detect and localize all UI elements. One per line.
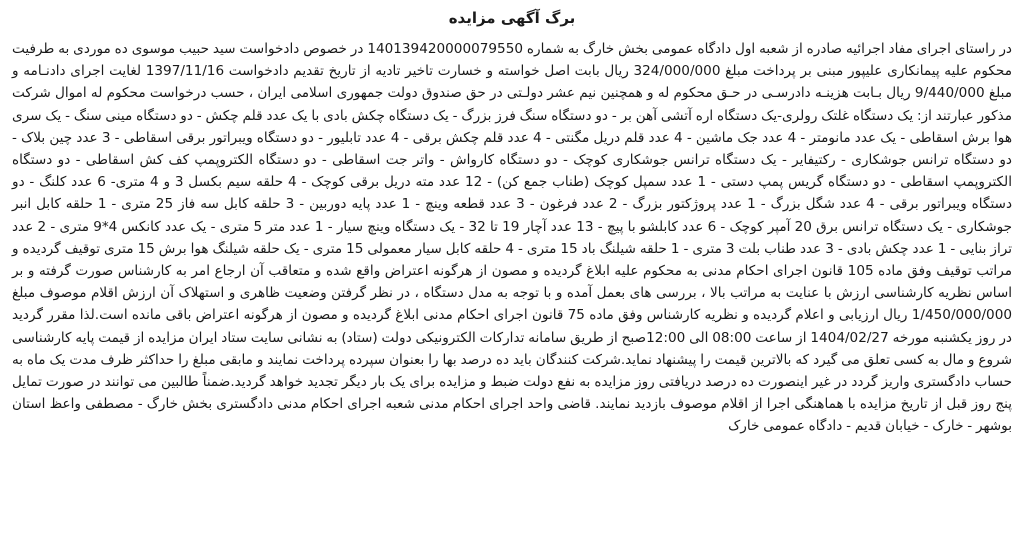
notice-title: برگ آگهی مزایده [448, 9, 576, 27]
notice-body: در راستای اجرای مفاد اجرائیه صادره از شعبه اول دادگاه عمومی بخش خارگ به شماره 140139420000079550 در خصوص دادخواست سید حبیب موسوی ده موردی به طرفیت محکوم علیه پیمانکاری علیپور مبنی بر پرداخت مبلغ 324/000/000 ریال بابت اصل خواسته و خسارت تاخیر تادیه از تاریخ تقدیم دادخواست 1397/11/16 لغایت اجرای دادنـامه و مبلغ 9/440/000 ریال بـابت هزینـه دادرسـی در حـق محکوم له و همچنین نیم عشر دولـتی در حق صندوق دولت جمهوری اسلامی ایران ، حسب درخواست محکوم له اموال شرکت مذکور عبارتند از: یک دستگاه غلتک رولری-یک دستگاه اره آتشی آهن بر - دو دستگاه سنگ فرز بزرگ - یک دستگاه چکش بادی با یک عدد قلم چکش - دو دستگاه مینی سنگ - یک سری هوا برش اسقاطی - یک عدد مانومتر - 4 عدد جک ماشین - 4 عدد قلم دریل مگنتی - 4 عدد قلم چکش برقی - 4 عدد تابلیور - دو دستگاه ویبراتور برقی اسقاطی - 3 عدد چین بلاک - دو دستگاه ترانس جوشکاری - رکتیفایر - یک دستگاه ترانس جوشکاری کوچک - دو دستگاه کارواش - واتر جت اسقاطی - دو دستگاه الکتروپمپ کف کش اسقاطی - دو دستگاه الکتروپمپ اسقاطی - دو دستگاه گریس پمپ دستی - 1 عدد سمپل کوچک (طناب جمع کن) - 12 عدد مته دریل برقی کوچک - 4 حلقه سیم بکسل 3 و 4 متری- 6 عدد کلنگ - دو دستگاه ویبراتور برقی - 4 عدد شگل بزرگ - 1 عدد پروژکتور بزرگ - 2 عدد فرغون - 3 عدد قطعه وینچ - 1 عدد پایه دوربین - 3 حلقه کابل سه فاز 25 متری - 1 حلقه کابل انبر جوشکاری - یک دستگاه ترانس برق 20 آمپر کوچک - 6 عدد کابلشو با پیچ - 13 عدد آچار 19 تا 32 - یک دستگاه وینچ سیار - 1 عدد متر 5 متری - یک عدد کانکس 4*9 متری - 2 عدد تراز بنایی - 1 عدد چکش بادی - 3 عدد طناب بلت 3 متری - 1 حلقه شیلنگ باد 15 متری - 4 حلقه کابل سیار معمولی 15 متری - یک حلقه شیلنگ هوا برش 15 متری توقیف گردیده و مراتب توقیف وفق ماده 105 قانون اجرای احکام مدنی به محکوم علیه ابلاغ گردیده و مصون از هرگونه اعتراض واقع شده و متعاقب آن ارجاع امر به کارشناس صورت گرفته و بر اساس نظریه کارشناسی ارزش با عنایت به مراتب بالا ، بررسی های بعمل آمده و با توجه به مدل دستگاه ، در نظر گرفتن وضعیت ظاهری و استهلاک آن ارزش اقلام موصوف مبلغ 1/450/000/000 ریال ارزیابی و اعلام گردیده و نظریه کارشناس وفق ماده 75 قانون اجرای احکام مدنی ابلاغ گردیده و مصون از هرگونه اعتراض باقی مانده است.لذا مقرر گردید در روز یکشنبه مورخه 1404/02/27 از ساعت 08:00 الی 12:00صبح از طریق سامانه تدارکات الکترونیکی دولت (ستاد) به نشانی سایت ستاد ایران مزایده از قیمت پایه کارشناسی شروع و مال به کسی تعلق می گیرد که بالاترین قیمت را پیشنهاد نماید.شرکت کنندگان باید ده درصد بها را بعنوان سپرده پرداخت نمایند و مابقی مبلغ را حداکثر ظرف مدت یک ماه به حساب دادگستری واریز گردد در غیر اینصورت ده درصد دریافتی روز مزایده به نفع دولت ضبط و مزایده برای یک بار دیگر تجدید خواهد گردید.ضمناً طالبین می توانند در صورت تمایل پنج روز قبل از تاریخ مزایده با هماهنگی اجرا از اقلام موصوف بازدید نمایند. قاضی واحد اجرای احکام مدنی شعبه اجرای احکام مدنی دادگستری بخش خارگ - مصطفی واعظ استان بوشهر - خارک - خیابان قدیم - دادگاه عمومی خارک [12, 41, 1013, 435]
